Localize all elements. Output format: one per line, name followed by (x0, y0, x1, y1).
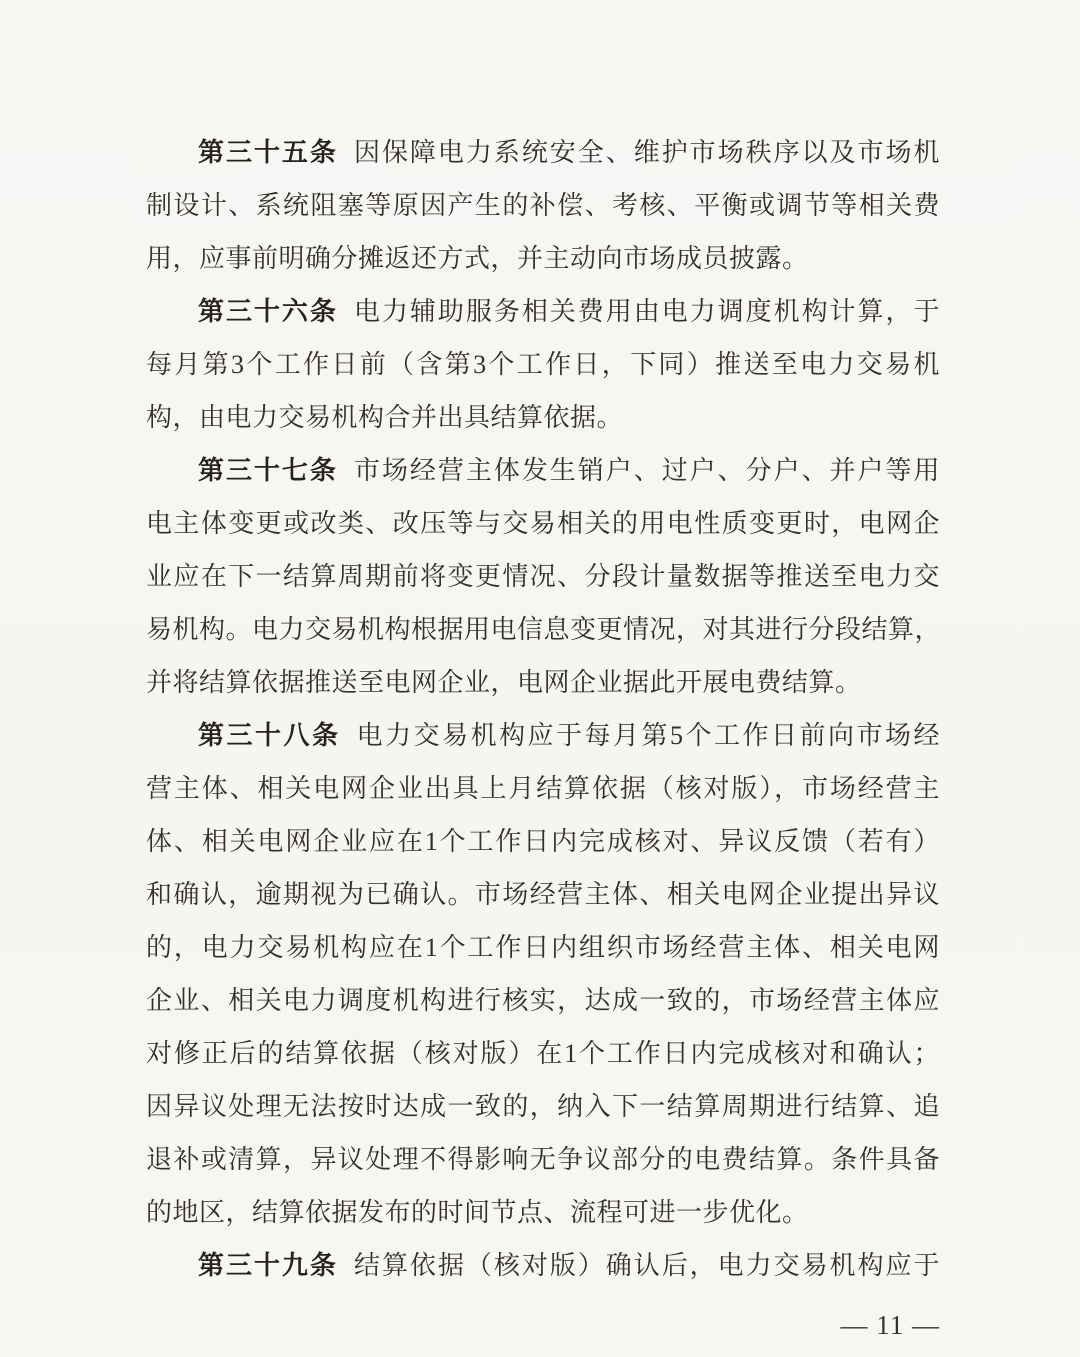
line-text: 因异议处理无法按时达成一致的，纳入下一结算周期进行结算、追 (146, 1092, 940, 1121)
article-paragraph-line (146, 762, 940, 815)
article-paragraph-line (146, 815, 940, 868)
article-paragraph-line (146, 126, 940, 179)
article-number: 第三十八条 (198, 721, 341, 750)
article-paragraph-line (146, 497, 940, 550)
article-paragraph-line (146, 1186, 940, 1239)
line-text: 制设计、系统阻塞等原因产生的补偿、考核、平衡或调节等相关费 (146, 191, 940, 220)
article-paragraph-line (146, 1080, 940, 1133)
line-text: 电主体变更或改类、改压等与交易相关的用电性质变更时，电网企 (146, 509, 940, 538)
line-text: 结算依据（核对版）确认后，电力交易机构应于 (353, 1251, 940, 1280)
line-text: 构，由电力交易机构合并出具结算依据。 (146, 403, 624, 432)
article-paragraph-line (146, 709, 940, 762)
article-paragraph-line (146, 1239, 940, 1292)
line-text: 对修正后的结算依据（核对版）在1个工作日内完成核对和确认； (146, 1039, 940, 1068)
article-paragraph-line (146, 550, 940, 603)
article-paragraph-line (146, 656, 940, 709)
article-paragraph-line (146, 603, 940, 656)
line-text: 电力交易机构应于每月第5个工作日前向市场经 (356, 721, 940, 750)
line-text: 和确认，逾期视为已确认。市场经营主体、相关电网企业提出异议 (146, 880, 940, 909)
article-paragraph-line (146, 974, 940, 1027)
line-text: 体、相关电网企业应在1个工作日内完成核对、异议反馈（若有） (146, 827, 940, 856)
line-text: 业应在下一结算周期前将变更情况、分段计量数据等推送至电力交 (146, 562, 940, 591)
line-text: 易机构。电力交易机构根据用电信息变更情况，对其进行分段结算， (146, 615, 942, 644)
line-text: 营主体、相关电网企业出具上月结算依据（核对版），市场经营主 (146, 774, 940, 803)
page-number: — 11 — (840, 1310, 940, 1340)
article-paragraph-line (146, 921, 940, 974)
line-text: 用，应事前明确分摊返还方式，并主动向市场成员披露。 (146, 244, 809, 273)
line-text: 因保障电力系统安全、维护市场秩序以及市场机 (353, 138, 940, 167)
article-number: 第三十六条 (198, 297, 338, 326)
article-paragraph-line (146, 868, 940, 921)
line-text: 的，电力交易机构应在1个工作日内组织市场经营主体、相关电网 (146, 933, 940, 962)
line-text: 的地区，结算依据发布的时间节点、流程可进一步优化。 (146, 1198, 809, 1227)
article-number: 第三十五条 (198, 138, 338, 167)
article-paragraph-line (146, 1027, 940, 1080)
article-paragraph-line (146, 338, 940, 391)
line-text: 每月第3个工作日前（含第3个工作日，下同）推送至电力交易机 (146, 350, 940, 379)
line-text: 并将结算依据推送至电网企业，电网企业据此开展电费结算。 (146, 668, 862, 697)
article-paragraph-line (146, 285, 940, 338)
article-paragraph-line (146, 1133, 940, 1186)
article-paragraph-line (146, 444, 940, 497)
article-paragraph-line (146, 179, 940, 232)
article-paragraph-line (146, 391, 940, 444)
article-text-block (146, 126, 940, 1292)
line-text: 市场经营主体发生销户、过户、分户、并户等用 (353, 456, 940, 485)
article-paragraph-line (146, 232, 940, 285)
line-text: 电力辅助服务相关费用由电力调度机构计算，于 (353, 297, 940, 326)
article-number: 第三十九条 (198, 1251, 338, 1280)
line-text: 企业、相关电力调度机构进行核实，达成一致的，市场经营主体应 (146, 986, 940, 1015)
article-number: 第三十七条 (198, 456, 338, 485)
line-text: 退补或清算，异议处理不得影响无争议部分的电费结算。条件具备 (146, 1145, 940, 1174)
